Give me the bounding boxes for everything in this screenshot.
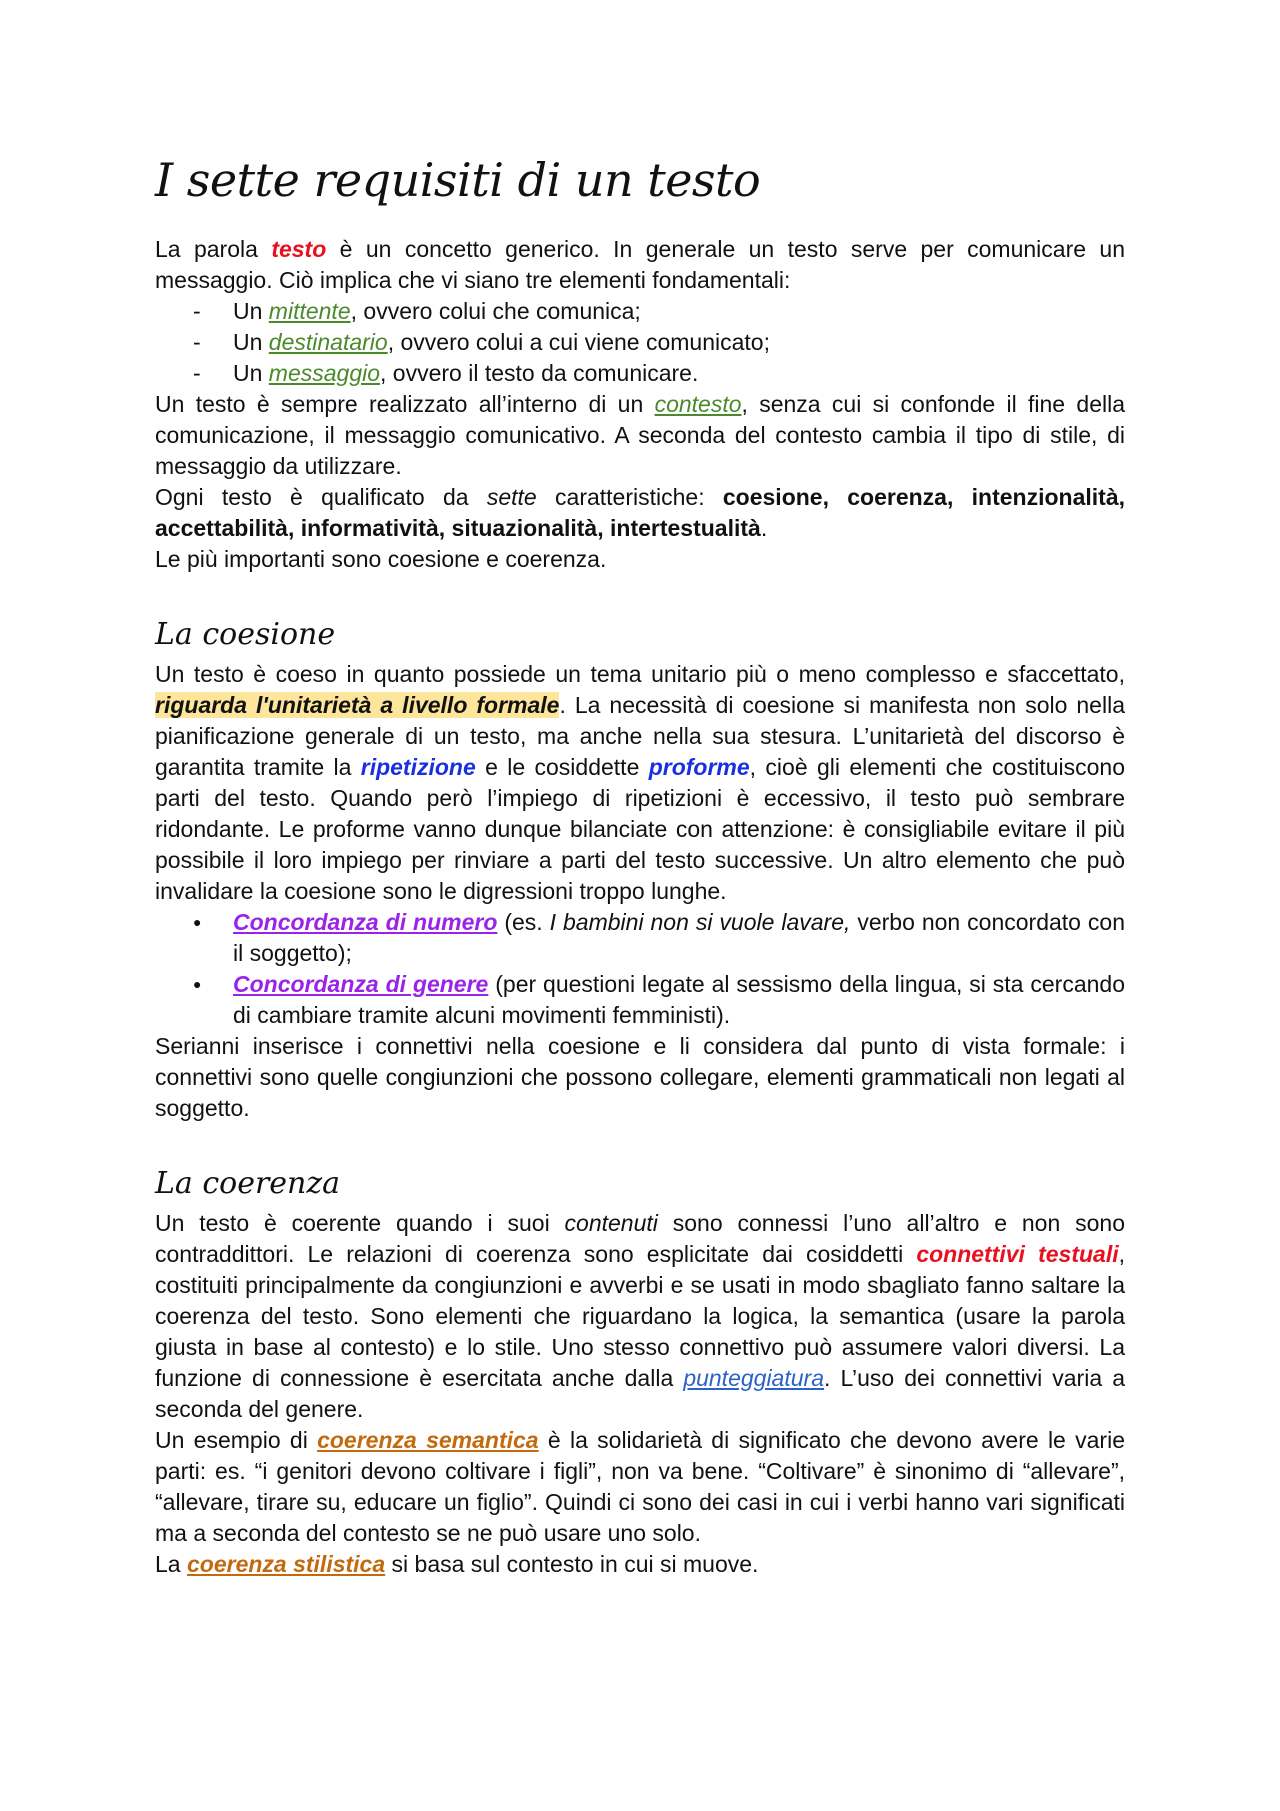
heading-coerenza: La coerenza — [155, 1166, 341, 1201]
text: , ovvero colui che comunica; — [350, 298, 641, 324]
text: Un testo è sempre realizzato all’interno di un — [155, 391, 655, 417]
intro-paragraph-1 — [155, 234, 1125, 296]
text: si basa sul contesto in cui si muove. — [385, 1551, 759, 1577]
text: . La necessità di coesione si manifesta non solo nella pianificazione generale di un testo, ma anche nella sua stesura. L’unitarietà del discorso è garantita tramite la — [155, 692, 1125, 780]
text: (per questioni legate al sessismo della lingua, si sta cercando di cambiare tramite alcuni movimenti femministi). — [233, 971, 1125, 1028]
coesione-paragraph-2: Serianni inserisce i connettivi nella coesione e li considera dal punto di vista formale: i connettivi sono quelle congiunzioni che possono collegare, elementi grammaticali non legati al soggetto. — [155, 1033, 1125, 1121]
term-concordanza-numero: Concordanza di numero — [233, 909, 498, 935]
text: verbo non concordato con il soggetto); — [233, 909, 1126, 966]
term-coerenza-semantica: coerenza semantica — [317, 1427, 539, 1453]
term-destinatario: destinatario — [268, 329, 388, 355]
term-messaggio: messaggio — [268, 360, 381, 386]
term-proforme: proforme — [648, 754, 750, 780]
text: Un testo è coerente quando i suoi — [155, 1210, 565, 1236]
link-punteggiatura[interactable]: punteggiatura — [683, 1365, 824, 1391]
text: , cioè gli elementi che costituiscono parti del testo. Quando però l’impiego di ripetizioni è eccessivo, il testo può sembrare ridondante. Le proforme vanno dunque bilanciate con attenzione: è consigliabile evitare il più possibile il loro impiego per rinviare a parti del testo successive. Un altro elemento che può invalidare la coesione sono le digressioni troppo lunghe. — [155, 754, 1125, 904]
text: Un — [233, 298, 269, 324]
term-concordanza-genere: Concordanza di genere — [233, 971, 489, 997]
text: sette — [486, 484, 537, 510]
text: (es. — [497, 909, 550, 935]
text: . L’uso dei connettivi varia a seconda del genere. — [155, 1365, 1125, 1422]
text: è la solidarietà di significato che devono avere le varie parti: es. “i genitori devono coltivare i figli”, non va bene. “Coltivare” è sinonimo di “allevare”, “allevare, tirare su, educare un figlio”. Quindi ci sono dei casi in cui i verbi hanno vari significati ma a seconda del contesto se ne può usare uno solo. — [155, 1427, 1125, 1546]
text: , ovvero colui a cui viene comunicato; — [387, 329, 770, 355]
text: , costituiti principalmente da congiunzioni e avverbi e se usati in modo sbagliato fanno saltare la coerenza del testo. Sono elementi che riguardano la logica, la semantica (usare la parola giusta in base al contesto) e lo stile. Uno stesso connettivo può assumere valori diversi. La funzione di connessione è esercitata anche dalla — [155, 1241, 1125, 1391]
text: caratteristiche: — [536, 484, 723, 510]
text: Un esempio di — [155, 1427, 318, 1453]
list-item — [233, 969, 1125, 1031]
list-item — [233, 358, 1125, 389]
document-page — [155, 150, 1125, 1580]
intro-paragraph-2 — [155, 389, 1125, 482]
text: sono connessi l’uno all’altro e non sono contraddittori. Le relazioni di coerenza sono esplicitate dai cosiddetti — [155, 1210, 1125, 1267]
elements-list — [155, 296, 1125, 389]
text: Un testo è coeso in quanto possiede un tema unitario più o meno complesso e sfaccettato, — [155, 661, 1125, 687]
text: contenuti — [564, 1210, 658, 1236]
term-ripetizione: ripetizione — [360, 754, 476, 780]
list-item — [233, 296, 1125, 327]
list-item — [233, 327, 1125, 358]
coerenza-paragraph-2 — [155, 1425, 1125, 1549]
list-item — [233, 907, 1125, 969]
text: e le cosiddette — [475, 754, 649, 780]
intro-paragraph-3 — [155, 482, 1125, 544]
text: Un — [233, 360, 269, 386]
text: La parola — [155, 236, 272, 262]
term-coerenza-stilistica: coerenza stilistica — [186, 1551, 386, 1577]
intro-paragraph-4: Le più importanti sono coesione e coerenza. — [155, 546, 607, 572]
term-mittente: mittente — [268, 298, 351, 324]
coerenza-paragraph-1 — [155, 1208, 1125, 1425]
concordanza-list — [155, 907, 1125, 1031]
document-title: I sette requisiti di un testo — [155, 153, 761, 207]
text: La — [155, 1551, 187, 1577]
text: I bambini non si vuole lavare, — [549, 909, 851, 935]
term-connettivi-testuali: connettivi testuali — [916, 1241, 1119, 1267]
text: è un concetto generico. In generale un testo serve per comunicare un messaggio. Ciò implica che vi siano tre elementi fondamentali: — [155, 236, 1125, 293]
highlight: riguarda l'unitarietà a livello formale — [155, 692, 560, 718]
coerenza-paragraph-3 — [155, 1549, 1125, 1580]
term-testo: testo — [271, 236, 327, 262]
coesione-paragraph-1 — [155, 659, 1125, 907]
text: Un — [233, 329, 269, 355]
heading-coesione: La coesione — [155, 617, 336, 652]
characteristics-list: coesione, coerenza, intenzionalità, accettabilità, informatività, situazionalità, intertestualità — [155, 484, 1125, 541]
text: , ovvero il testo da comunicare. — [380, 360, 699, 386]
text: . — [760, 515, 768, 541]
text: , senza cui si confonde il fine della comunicazione, il messaggio comunicativo. A seconda del contesto cambia il tipo di stile, di messaggio da utilizzare. — [155, 391, 1125, 479]
term-contesto: contesto — [654, 391, 742, 417]
text: Ogni testo è qualificato da — [155, 484, 487, 510]
